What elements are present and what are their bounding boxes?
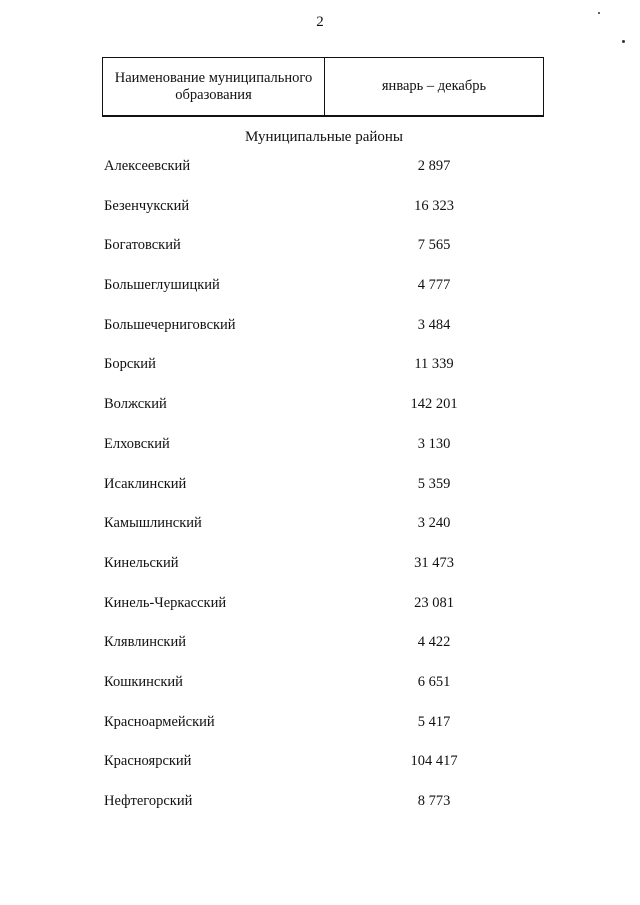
- municipality-value: 5 417: [417, 713, 451, 730]
- table-row: [104, 315, 564, 355]
- table-row: [104, 394, 564, 434]
- table-row: [104, 235, 564, 275]
- header-period: январь – декабрь: [381, 78, 487, 94]
- section-title: Муниципальные районы: [244, 129, 404, 145]
- table-header: [102, 57, 544, 117]
- table-row: [104, 553, 564, 593]
- municipality-value: 4 422: [417, 634, 451, 651]
- municipality-name: Красноярский: [104, 753, 192, 770]
- municipality-value: 31 473: [414, 554, 454, 571]
- scan-speck: [598, 12, 600, 14]
- table-row: [104, 474, 564, 514]
- table-row: [104, 751, 564, 791]
- table-row: [104, 196, 564, 236]
- table-row: [104, 632, 564, 672]
- municipality-name: Богатовский: [104, 237, 181, 254]
- municipality-value: 3 484: [417, 316, 451, 333]
- municipality-value: 3 240: [417, 515, 451, 532]
- municipality-value: 2 897: [417, 158, 451, 174]
- municipality-name: Елховский: [104, 435, 170, 452]
- municipality-name: Борский: [104, 356, 156, 373]
- municipality-value: 16 323: [414, 197, 454, 214]
- table-row: [104, 672, 564, 712]
- municipality-name: Нефтегорский: [104, 793, 193, 809]
- municipality-name: Большеглушицкий: [104, 277, 220, 294]
- municipality-value: 5 359: [417, 475, 451, 492]
- municipality-list: [104, 156, 564, 831]
- municipality-value: 7 565: [417, 237, 451, 254]
- table-row: [104, 434, 564, 474]
- page-number: 2: [316, 14, 324, 30]
- municipality-value: 6 651: [417, 673, 451, 690]
- municipality-name: Кинельский: [104, 554, 179, 571]
- municipality-value: 11 339: [414, 356, 454, 373]
- table-row: [104, 712, 564, 752]
- table-row: [104, 791, 564, 831]
- table-row: [104, 593, 564, 633]
- table-row: [104, 275, 564, 315]
- municipality-name: Клявлинский: [104, 634, 186, 651]
- municipality-name: Исаклинский: [104, 475, 187, 492]
- municipality-value: 104 417: [410, 753, 458, 770]
- table-row: [104, 354, 564, 394]
- municipality-name: Кинель-Черкасский: [104, 594, 227, 611]
- municipality-value: 23 081: [414, 594, 454, 611]
- municipality-name: Волжский: [104, 396, 167, 413]
- municipality-value: 142 201: [410, 396, 458, 413]
- scan-speck: [622, 40, 625, 43]
- municipality-name: Кошкинский: [104, 673, 183, 690]
- header-municipality-name: Наименование муниципального образования: [103, 58, 325, 115]
- municipality-name: Красноармейский: [104, 713, 215, 730]
- municipality-value: 4 777: [417, 277, 451, 294]
- municipality-name: Безенчукский: [104, 197, 190, 214]
- municipality-name: Камышлинский: [104, 515, 202, 532]
- table-row: [104, 156, 564, 196]
- municipality-name: Большечерниговский: [104, 316, 236, 333]
- table-row: [104, 513, 564, 553]
- municipality-name: Алексеевский: [104, 158, 191, 174]
- municipality-value: 8 773: [417, 793, 451, 809]
- municipality-value: 3 130: [417, 435, 451, 452]
